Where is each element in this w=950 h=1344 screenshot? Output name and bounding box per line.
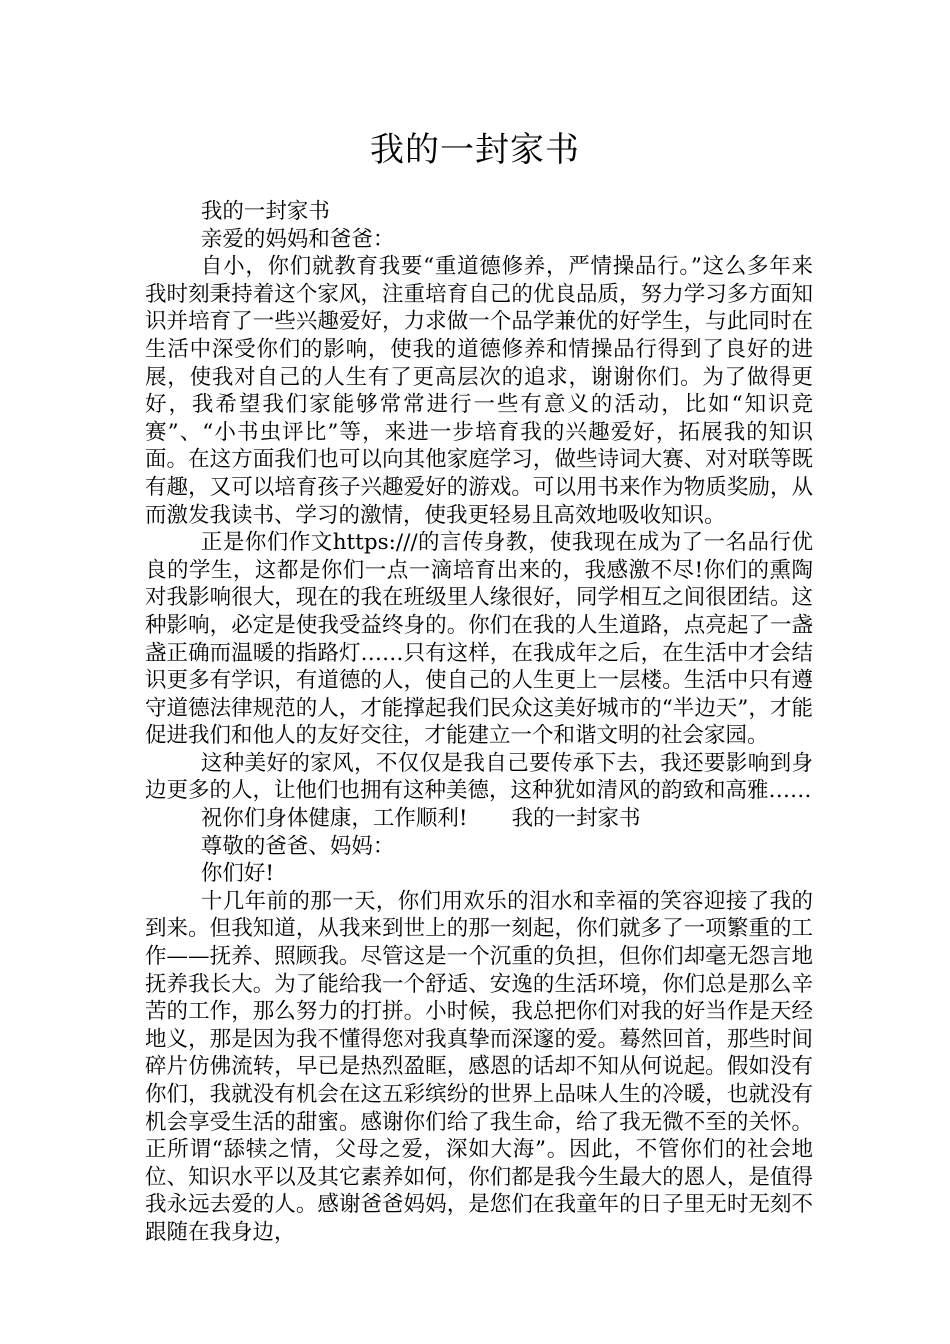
wish-paragraph: [145, 805, 813, 833]
paragraph: 亲爱的妈妈和爸爸：: [200, 226, 395, 252]
paragraph: 你们好!: [200, 861, 275, 887]
second-letter-title: 我的一封家书: [511, 806, 641, 832]
document-title: 我的一封家书: [370, 130, 580, 170]
wish-line: 祝你们身体健康，工作顺利!: [200, 806, 468, 832]
paragraph: 尊敬的爸爸、妈妈：: [200, 833, 395, 859]
paragraph: 十几年前的那一天，你们用欢乐的泪水和幸福的笑容迎接了我的到来。但我知道，从我来到世上的那一刻起，你们就多了一项繁重的工作——抚养、照顾我。尽管这是一个沉重的负担，但你们却毫无怨言地抚养我长大。为了能给我一个舒适、安逸的生活环境，你们总是那么辛苦的工作，那么努力的打拼。小时候，我总把你们对我的好当作是天经地义，那是因为我不懂得您对我真挚而深邃的爱。蓦然回首，那些时间碎片仿佛流转，早已是热烈盈眶，感恩的话却不知从何说起。假如没有你们，我就没有机会在这五彩缤纷的世界上品味人生的冷暖，也就没有机会享受生活的甜蜜。感谢你们给了我生命，给了我无微不至的关怀。正所谓“舔犊之情，父母之爱，深如大海”。因此，不管你们的社会地位、知识水平以及其它素养如何，你们都是我今生最大的恩人，是值得我永远去爱的人。感谢爸爸妈妈，是您们在我童年的日子里无时无刻不跟随在我身边，: [145, 888, 813, 1245]
paragraph: 我的一封家书: [200, 199, 330, 224]
paragraph: 这种美好的家风，不仅仅是我自己要传承下去，我还要影响到身边更多的人，让他们也拥有这种美德，这种犹如清风的韵致和高雅……: [145, 750, 813, 804]
paragraph: 自小，你们就教育我要“重道德修养，严情操品行。”这么多年来我时刻秉持着这个家风，注重培育自己的优良品质，努力学习多方面知识并培育了一些兴趣爱好，力求做一个品学兼优的好学生，与此同时在生活中深受你们的影响，使我的道德修养和情操品行得到了良好的进展，使我对自己的人生有了更高层次的追求，谢谢你们。为了做得更好，我希望我们家能够常常进行一些有意义的活动，比如“知识竞赛”、“小书虫评比”等，来进一步培育我的兴趣爱好，拓展我的知识面。在这方面我们也可以向其他家庭学习，做些诗词大赛、对对联等既有趣，又可以培育孩子兴趣爱好的游戏。可以用书来作为物质奖励，从而激发我读书、学习的激情，使我更轻易且高效地吸收知识。: [145, 254, 813, 528]
paragraph: 正是你们作文https:///的言传身教，使我现在成为了一名品行优良的学生，这都是你们一点一滴培育出来的，我感激不尽!你们的熏陶对我影响很大，现在的我在班级里人缘很好，同学相互之间很团结。这种影响，必定是使我受益终身的。你们在我的人生道路，点亮起了一盏盏正确而温暖的指路灯……只有这样，在我成年之后，在生活中才会结识更多有学识，有道德的人，使自己的人生更上一层楼。生活中只有遵守道德法律规范的人，才能撑起我们民众这美好城市的“半边天”，才能促进我们和他人的友好交往，才能建立一个和谐文明的社会家园。: [145, 530, 813, 749]
document-body: [145, 198, 813, 1247]
